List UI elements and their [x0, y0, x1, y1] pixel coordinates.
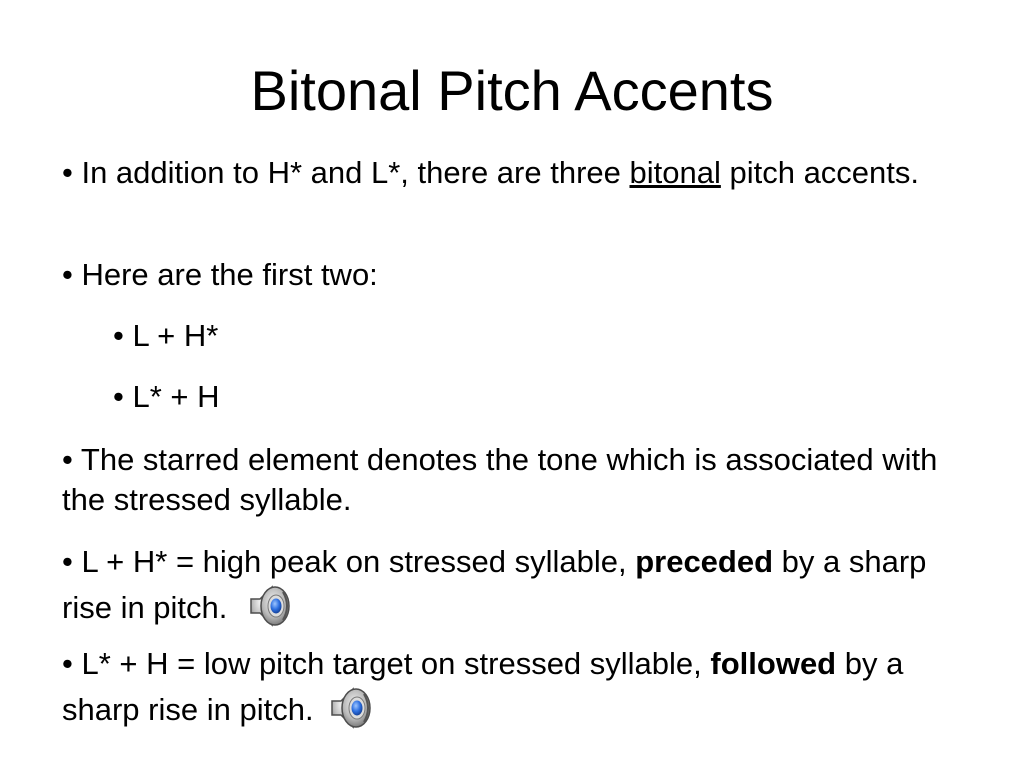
- bullet-first-two: • Here are the first two:: [62, 257, 378, 292]
- bullet-bitonal-intro-suffix: pitch accents.: [720, 155, 920, 190]
- speaker-icon[interactable]: [247, 582, 295, 630]
- bullet-l-plus-h-star-definition: [62, 542, 982, 630]
- followed-term: followed: [710, 646, 837, 681]
- bullet-bitonal-intro-text: • In addition to H* and L*, there are three: [62, 155, 630, 190]
- bullet-starred-element: • The starred element denotes the tone which is associated with the stressed syllable.: [62, 442, 938, 517]
- preceded-term: preceded: [635, 544, 774, 579]
- bullet-l-plus-h-star-suffix: by a sharp rise in pitch.: [62, 544, 927, 625]
- bullet-l-star-plus-h-suffix: by a sharp rise in pitch.: [62, 646, 904, 727]
- bullet-l-plus-h-star-text: • L + H* = high peak on stressed syllable,: [62, 544, 636, 579]
- bitonal-term: bitonal: [629, 155, 721, 190]
- sub-bullet-l-plus-h-star: • L + H*: [113, 318, 219, 353]
- speaker-icon[interactable]: [328, 684, 376, 732]
- bullet-l-star-plus-h-text: • L* + H = low pitch target on stressed syllable,: [62, 646, 711, 681]
- bullet-bitonal-intro: [62, 153, 982, 193]
- slide-title: Bitonal Pitch Accents: [250, 59, 774, 122]
- bullet-l-star-plus-h-definition: [62, 644, 982, 732]
- sub-bullet-l-star-plus-h: • L* + H: [113, 379, 220, 414]
